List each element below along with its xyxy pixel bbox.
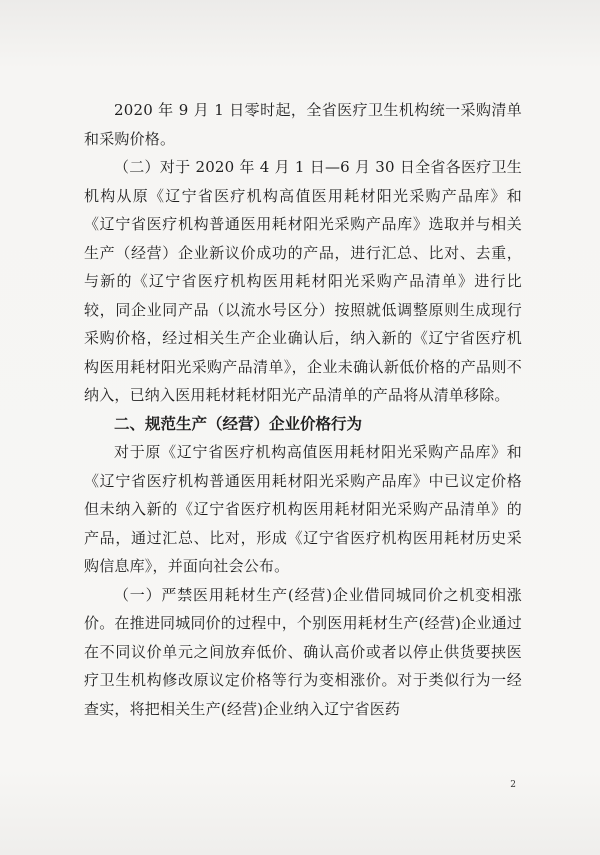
page-number: 2 [510, 780, 516, 790]
paragraph-history-library: 对于原《辽宁省医疗机构高值医用耗材阳光采购产品库》和《辽宁省医疗机构普通医用耗材阳光采购产品库》中已议定价格但未纳入新的《辽宁省医疗机构医用耗材阳光采购产品清单》的产品，通过汇总、比对，形成《辽宁省医疗机构医用耗材历史采购信息库》，并面向社会公布。 [84, 443, 522, 575]
body-text [84, 96, 522, 723]
paragraph-item-two: （二）对于 2020 年 4 月 1 日—6 月 30 日全省各医疗卫生机构从原《辽宁省医疗机构高值医用耗材阳光采购产品库》和《辽宁省医疗机构普通医用耗材阳光采购产品库》选取并与相关生产（经营）企业新议价成功的产品，进行汇总、比对、去重，与新的《辽宁省医疗机构医用耗材阳光采购产品清单》进行比较，同企业同产品（以流水号区分）按照就低调整原则生成现行采购价格，经过相关生产企业确认后，纳入新的《辽宁省医疗机构医用耗材阳光采购产品清单》，企业未确认新低价格的产品则不纳入，已纳入医用耗材耗材阳光产品清单的产品将从清单移除。 [84, 158, 522, 404]
paragraph-effective-date: 2020 年 9 月 1 日零时起，全省医疗卫生机构统一采购清单和采购价格。 [84, 101, 522, 148]
section-heading: 二、规范生产（经营）企业价格行为 [114, 414, 363, 433]
paragraph-item-one: （一）严禁医用耗材生产(经营)企业借同城同价之机变相涨价。在推进同城同价的过程中，个别医用耗材生产(经营)企业通过在不同议价单元之间放弃低价、确认高价或者以停止供货要挟医疗卫生机构修改原议定价格等行为变相涨价。对于类似行为一经查实，将把相关生产(经营)企业纳入辽宁省医药 [84, 585, 522, 718]
